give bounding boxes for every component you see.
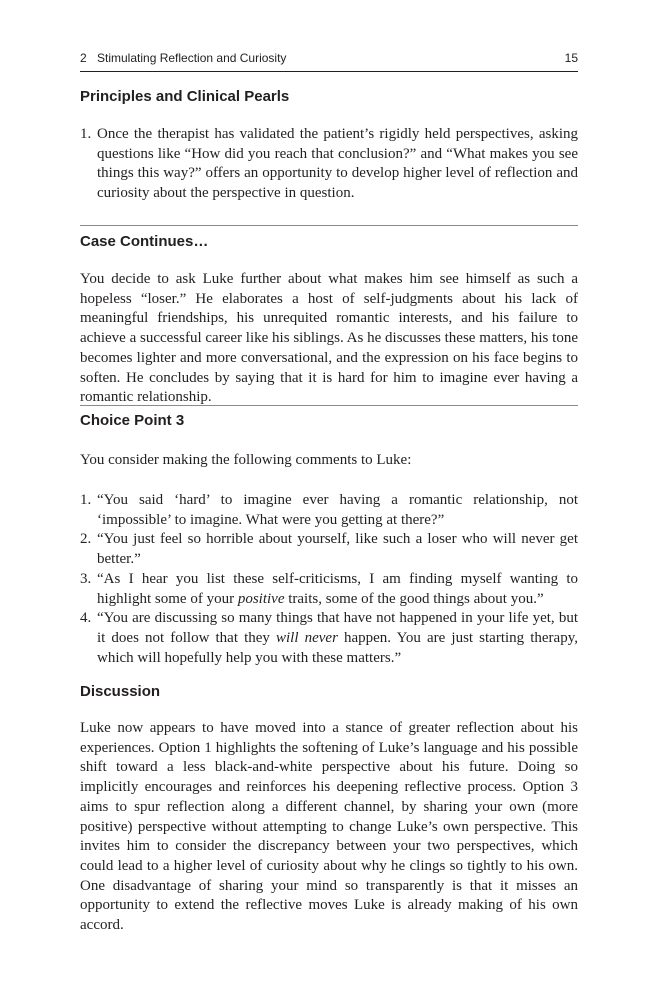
principles-heading: Principles and Clinical Pearls — [80, 88, 290, 105]
choice-option — [80, 491, 578, 530]
choice-options-list — [80, 491, 578, 668]
case-continues-paragraph: You decide to ask Luke further about what makes him see himself as such a hopeless “loser.” He elaborates a host of self-judgments about his lack of meaningful friendships, his unrequited romantic interests, and his failure to achieve a successful career like his siblings. As he discusses these matters, his tone becomes lighter and more conversational, and the expression on his face begins to soften. He concludes by saying that it is hard for him to imagine ever having a romantic relationship. — [80, 271, 578, 406]
principles-item — [80, 125, 578, 204]
section-divider — [80, 405, 578, 406]
option-text-start: “You are discussing so many things that have not happened in your life yet, but it does not follow that they — [97, 610, 578, 646]
discussion-paragraph: Luke now appears to have moved into a stance of greater reflection about his experiences. Option 1 highlights the softening of Luke’s language and his possible shift toward a less black-and-white perspective about his future. Doing so implicitly encourages and reinforces his deepening reflective process. Option 3 aims to spur reflection along a different channel, by sharing your own (more positive) perspective without attempting to change Luke’s own perspective. This invites him to consider the discrepancy between your two perspectives, which could lead to a higher level of curiosity about why he clings so tightly to his own. One disadvantage of sharing your mind so transparently is that it misses an opportunity to extend the reflective moves Luke is already making of his own accord. — [80, 720, 578, 934]
choice-point-heading: Choice Point 3 — [80, 412, 185, 429]
option-text: “You said ‘hard’ to imagine ever having a romantic relationship, not ‘impossible’ to imagine. What were you getting at there?” — [97, 492, 578, 528]
list-number: 1. — [80, 126, 92, 142]
running-head — [80, 51, 578, 71]
choice-point-intro: You consider making the following comments to Luke: — [80, 452, 412, 468]
option-emphasis: positive — [237, 590, 285, 607]
option-text-end: happen. You are just starting therapy, which will hopefully help you with these matters.” — [97, 629, 578, 666]
chapter-title: Stimulating Reflection and Curiosity — [97, 51, 287, 65]
list-number: 1. — [80, 492, 92, 508]
choice-option — [80, 609, 578, 668]
choice-option — [80, 570, 578, 609]
option-emphasis: will never — [276, 629, 338, 646]
option-text: “You just feel so horrible about yourself, like such a loser who will never get better.” — [97, 531, 578, 568]
discussion-heading: Discussion — [80, 683, 161, 700]
chapter-number: 2 — [80, 51, 87, 65]
header-rule — [80, 71, 578, 72]
option-text-start: “As I hear you list these self-criticisms, I am finding myself wanting to highlight some of your — [97, 570, 578, 607]
principles-list — [80, 125, 578, 204]
page-number: 15 — [564, 51, 578, 65]
list-number: 3. — [80, 570, 92, 587]
choice-option — [80, 530, 578, 569]
case-continues-heading: Case Continues… — [80, 233, 209, 250]
section-divider — [80, 225, 578, 226]
option-text-end: traits, some of the good things about you.” — [284, 590, 544, 607]
list-item-text: Once the therapist has validated the patient’s rigidly held perspectives, asking questions like “How did you reach that conclusion?” and “What makes you see things this way?” offers an opportunity to develop higher level of reflection and curiosity about the perspective in question. — [97, 126, 578, 202]
list-number: 4. — [80, 610, 92, 627]
list-number: 2. — [80, 531, 92, 548]
